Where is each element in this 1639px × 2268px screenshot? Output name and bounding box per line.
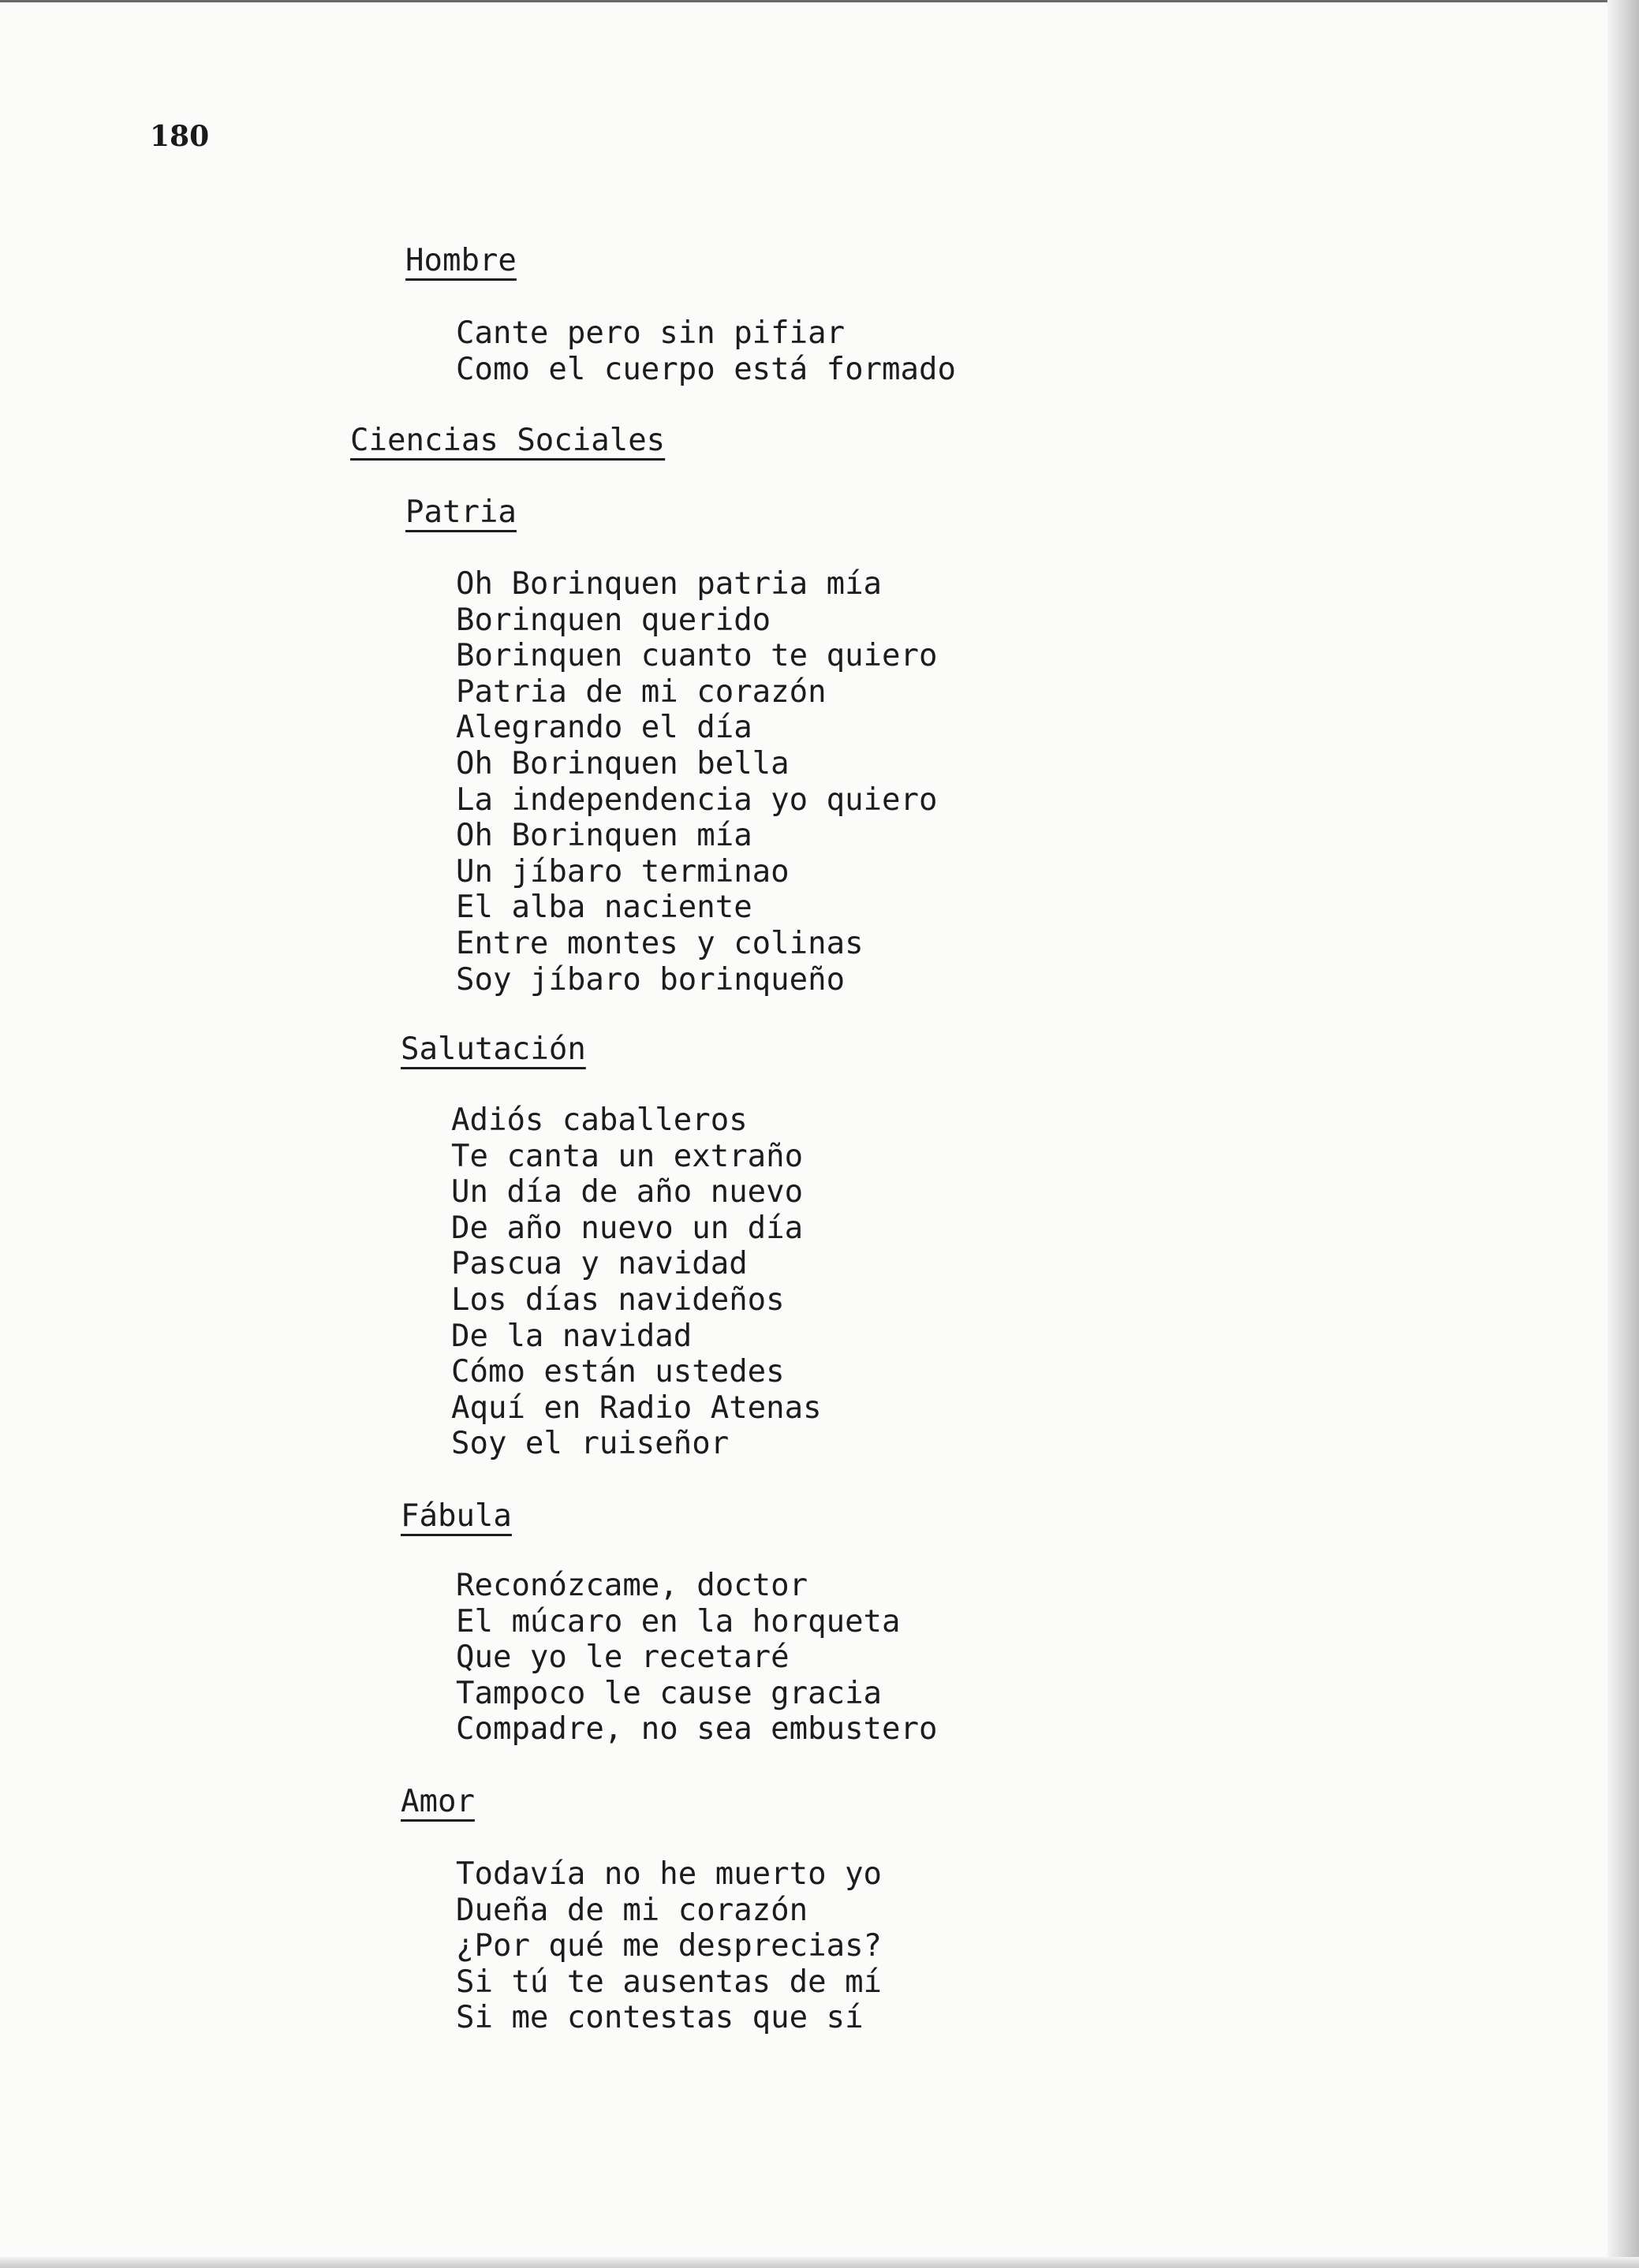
verse-line: ¿Por qué me desprecias?: [456, 1928, 883, 1964]
verse-line: Que yo le recetaré: [456, 1639, 790, 1676]
page-bottom-shadow: [0, 2257, 1639, 2268]
verse-line: Reconózcame, doctor: [456, 1568, 808, 1603]
top-border: [0, 0, 1639, 2]
heading-hombre: Hombre: [405, 243, 517, 278]
verse-line: La independencia yo quiero: [456, 781, 938, 818]
verse-line: Cómo están ustedes: [451, 1354, 785, 1390]
heading-fabula: Fábula: [401, 1498, 512, 1534]
verse-line: Oh Borinquen bella: [456, 745, 790, 781]
verse-line: Te canta un extraño: [451, 1138, 804, 1174]
verse-list-amor: [456, 1856, 882, 2036]
verse-line: El múcaro en la horqueta: [456, 1603, 901, 1639]
verse-line: Un jíbaro terminao: [456, 853, 790, 890]
verse-list-patria: [456, 566, 937, 998]
verse-line: Como el cuerpo está formado: [456, 351, 956, 387]
verse-line: De la navidad: [451, 1318, 693, 1354]
verse-list-salutacion: [451, 1102, 822, 1462]
verse-line: Tampoco le cause gracia: [456, 1675, 883, 1711]
heading-amor: Amor: [401, 1784, 475, 1819]
verse-line: Todavía no he muerto yo: [456, 1856, 883, 1892]
verse-line: Los días navideños: [451, 1281, 785, 1318]
heading-patria: Patria: [405, 494, 517, 530]
verse-line: Oh Borinquen patria mía: [456, 566, 883, 602]
heading-ciencias-sociales: Ciencias Sociales: [350, 423, 666, 458]
verse-line: De año nuevo un día: [451, 1210, 804, 1246]
verse-line: Si me contestas que sí: [456, 2000, 864, 2036]
verse-line: Pascua y navidad: [451, 1246, 748, 1282]
verse-line: Un día de año nuevo: [451, 1174, 804, 1210]
verse-line: Borinquen querido: [456, 602, 771, 638]
verse-line: Soy el ruiseñor: [451, 1426, 730, 1462]
verse-list-hombre: [456, 315, 956, 387]
verse-line: Dueña de mi corazón: [456, 1892, 808, 1928]
verse-line: Entre montes y colinas: [456, 925, 864, 961]
verse-line: Soy jíbaro borinqueño: [456, 961, 846, 998]
verse-line: Alegrando el día: [456, 710, 752, 746]
verse-line: Cante pero sin pifiar: [456, 315, 846, 351]
verse-line: Aquí en Radio Atenas: [451, 1390, 822, 1426]
heading-salutacion: Salutación: [401, 1031, 586, 1067]
verse-line: El alba naciente: [456, 890, 752, 926]
verse-line: Adiós caballeros: [451, 1102, 748, 1138]
verse-list-fabula: [456, 1568, 937, 1748]
page-number: 180: [150, 120, 210, 153]
verse-line: Patria de mi corazón: [456, 673, 827, 710]
page-edge-shadow: [1607, 0, 1639, 2268]
verse-line: Oh Borinquen mía: [456, 818, 752, 854]
verse-line: Compadre, no sea embustero: [456, 1711, 938, 1748]
verse-line: Si tú te ausentas de mí: [456, 1964, 883, 2000]
verse-line: Borinquen cuanto te quiero: [456, 638, 938, 674]
